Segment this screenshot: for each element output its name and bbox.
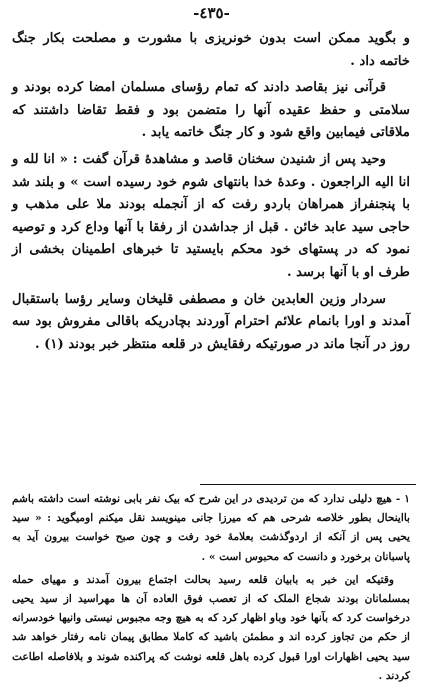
footnote-paragraph: ١ - هیچ دلیلی ندارد که من تردیدی در این شرح که بیک نفر بابی نوشته است داشته باشم بااینحال بطور خلاصه شرحی هم که میرزا جانی مینویسد نقل میکنم اومیگوید : « سید یحیی پس از آنکه از اردوگذشت بعلامهٔ خود رفت و چون صبح خواست بیرون آید به پاسبانان برخورد و دانست که محبوس است » . bbox=[12, 493, 410, 563]
footnote-divider bbox=[200, 484, 416, 485]
body-paragraph: و بگوید ممکن است بدون خونریزی با مشورت و مصلحت بکار جنگ خاتمه داد . bbox=[12, 31, 410, 69]
body-paragraph: وحید پس از شنیدن سخنان قاصد و مشاهدهٔ قرآن گفت : « انا لله و انا الیه الراجعون . وعدهٔ خدا بانتهای شوم خود رسیده است » و بلند شد با پنجنفراز همراهان باردو رفت که از آنجمله بودند ملا علی مذهب و حاجی سید عابد خائن . قبل از جداشدن از رفقا با آنها وداع کرد و توصیه نمود که در پستهای خود محکم بایستید تا خبرهای اطمینان بخشی از طرف او با آنها برسد . bbox=[12, 151, 410, 280]
body-paragraph: قرآنی نیز بقاصد دادند که تمام رؤسای مسلمان امضا کرده بودند و سلامتی و حفظ عقیده آنها را متضمن بود و فقط تقاضا داشتند که ملاقاتی فیمابین واقع شود و کار جنگ خاتمه یابد . bbox=[12, 80, 410, 141]
footnote-paragraph: وقتیکه این خبر به بابیان قلعه رسید بحالت اجتماع بیرون آمدند و مهیای حمله بمسلمانان بودند شجاع الملک که از تعصب فوق العاده آن ها مهراسید از سید یحیی درخواست کرد که بآنها خود وباو اظهار کرد که به هیچ وجه مجبوس نیستی وانیها خودسرانه از حکم من تجاوز کرده اند و مطمئن باشید که کاملا مطابق پیمان نامه رفتار خواهد شد سید یحیی اظهارات اورا قبول کرده باهل قلعه نوشت که پراکنده شوند و بلافاصله اطاعت کردند . bbox=[12, 573, 410, 682]
footnotes bbox=[12, 490, 410, 690]
page-number: -٤٣٥- bbox=[193, 4, 230, 22]
main-text bbox=[12, 28, 410, 360]
body-paragraph: سردار وزین العابدین خان و مصطفی قلیخان وسایر رؤسا باستقبال آمدند و اورا بانمام علائم احترام آوردند بچادریکه باقالی مفروش بود سه روز در آنجا ماند در صورتیکه رفقایش در قلعه منتظر خبر بودند (١) . bbox=[12, 291, 410, 352]
